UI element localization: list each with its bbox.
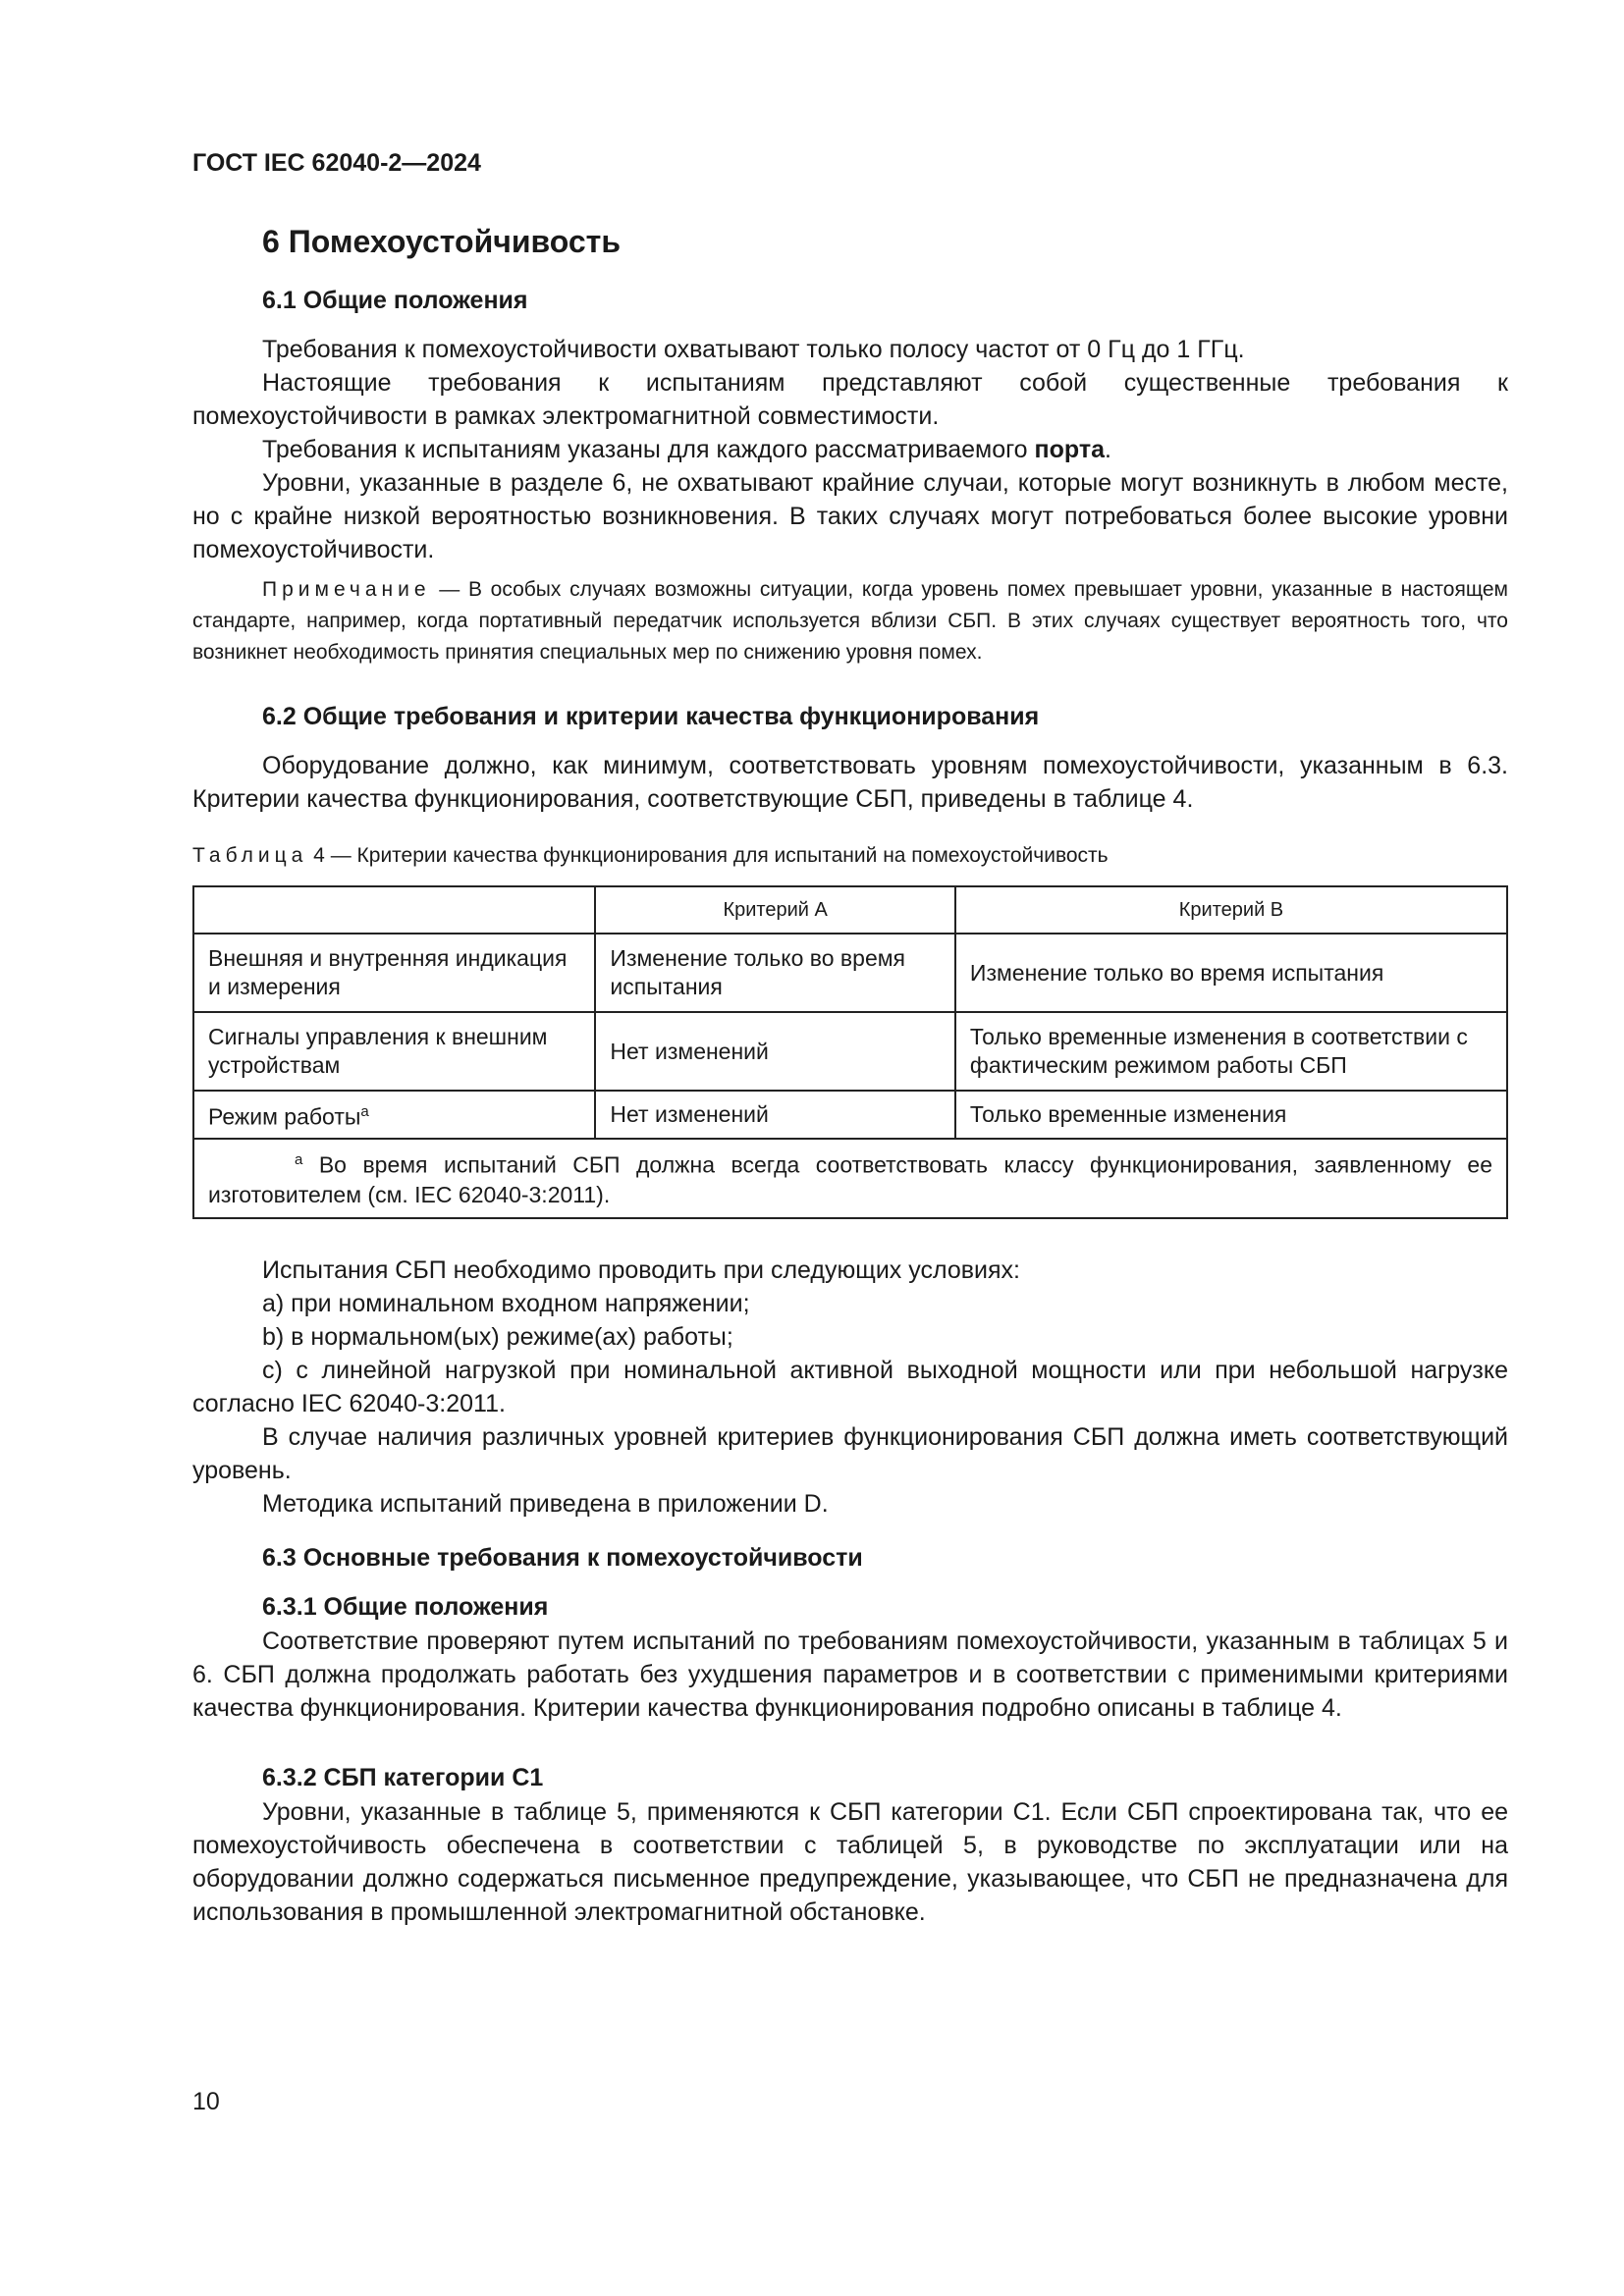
table-footnote — [193, 1139, 1507, 1218]
list-item: а) при номинальном входном напряжении; — [262, 1290, 750, 1317]
subsection-6-1-body — [192, 333, 1508, 566]
table-row — [193, 934, 1507, 1012]
cell-text: Режим работы — [208, 1103, 361, 1130]
paragraph: Требования к помехоустойчивости охватывают только полосу частот от 0 Гц до 1 ГГц. — [262, 336, 1245, 363]
criteria-table — [192, 885, 1508, 1219]
note-text: — В особых случаях возможны ситуации, когда уровень помех превышает уровни, указанные в настоящем стандарте, например, когда портативный передатчик используется вблизи СБП. В этих случаях существует вероятность того, что возникнет необходимость принятия специальных мер по снижению уровня помех. — [192, 578, 1508, 664]
table-row — [193, 1091, 1507, 1139]
header-cell — [193, 886, 595, 934]
paragraph: Методика испытаний приведена в приложении D. — [262, 1490, 829, 1518]
table-footnote-row — [193, 1139, 1507, 1218]
header-cell: Критерий А — [595, 886, 954, 934]
subsection-6-1-title: 6.1 Общие положения — [262, 287, 528, 314]
table-cell: Сигналы управления к внешним устройствам — [193, 1012, 595, 1091]
paragraph: Оборудование должно, как минимум, соответствовать уровням помехоустойчивости, указанным в 6.3. Критерии качества функционирования, соответствующие СБП, приведены в таблице 4. — [192, 752, 1508, 813]
subsection-6-2-body — [192, 749, 1508, 816]
caption-label: Таблица — [192, 844, 308, 867]
text: Требования к испытаниям указаны для каждого рассматриваемого — [262, 436, 1035, 463]
table-cell: Изменение только во время испытания — [955, 934, 1507, 1012]
table-header-row — [193, 886, 1507, 934]
table-cell: Нет изменений — [595, 1091, 954, 1139]
list-item: с) с линейной нагрузкой при номинальной активной выходной мощности или при небольшой нагрузке согласно IEC 62040-3:2011. — [192, 1357, 1508, 1417]
footnote-marker: а — [295, 1151, 303, 1168]
paragraph: Уровни, указанные в таблице 5, применяются к СБП категории С1. Если СБП спроектирована так, что ее помехоустойчивость обеспечена в соответствии с таблицей 5, в руководстве по эксплуатации или на оборудовании должно содержаться письменное предупреждение, указывающее, что СБП не предназначена для использования в промышленной электромагнитной обстановке. — [192, 1798, 1508, 1926]
subsection-6-3-1-body — [192, 1625, 1508, 1725]
document-code-header: ГОСТ IEC 62040-2—2024 — [192, 149, 481, 177]
note-label: Примечание — [262, 578, 431, 601]
table-cell: Изменение только во время испытания — [595, 934, 954, 1012]
table-row — [193, 1012, 1507, 1091]
note — [192, 574, 1508, 668]
bold-term: порта — [1034, 436, 1105, 463]
caption-text: 4 — Критерии качества функционирования для испытаний на помехоустойчивость — [307, 844, 1109, 867]
section-title: 6 Помехоустойчивость — [262, 224, 622, 259]
table-cell — [193, 1091, 595, 1139]
subsection-6-3-title: 6.3 Основные требования к помехоустойчивости — [262, 1544, 863, 1572]
test-conditions — [192, 1254, 1508, 1521]
table-cell: Внешняя и внутренняя индикация и измерения — [193, 934, 595, 1012]
table-cell: Только временные изменения в соответствии с фактическим режимом работы СБП — [955, 1012, 1507, 1091]
list-item: b) в нормальном(ых) режиме(ах) работы; — [262, 1323, 733, 1351]
subsection-6-3-2-title: 6.3.2 СБП категории С1 — [262, 1764, 544, 1791]
subsection-6-3-1-title: 6.3.1 Общие положения — [262, 1593, 549, 1621]
paragraph: Настоящие требования к испытаниям представляют собой существенные требования к помехоустойчивости в рамках электромагнитной совместимости. — [192, 369, 1508, 430]
paragraph: В случае наличия различных уровней критериев функционирования СБП должна иметь соответствующий уровень. — [192, 1423, 1508, 1484]
subsection-6-3-2-body — [192, 1795, 1508, 1929]
page-number: 10 — [192, 2088, 220, 2115]
table-caption — [192, 844, 1109, 868]
footnote-marker: а — [360, 1103, 369, 1121]
footnote-text: Во время испытаний СБП должна всегда соответствовать классу функционирования, заявленному ее изготовителем (см. IEC 62040-3:2011). — [208, 1151, 1492, 1207]
paragraph — [192, 433, 1508, 466]
table-cell: Нет изменений — [595, 1012, 954, 1091]
header-cell: Критерий В — [955, 886, 1507, 934]
table-cell: Только временные изменения — [955, 1091, 1507, 1139]
subsection-6-2-title: 6.2 Общие требования и критерии качества функционирования — [262, 703, 1040, 730]
paragraph: Соответствие проверяют путем испытаний по требованиям помехоустойчивости, указанным в таблицах 5 и 6. СБП должна продолжать работать без ухудшения параметров и в соответствии с применимыми критериями качества функционирования. Критерии качества функционирования подробно описаны в таблице 4. — [192, 1628, 1508, 1722]
paragraph: Уровни, указанные в разделе 6, не охватывают крайние случаи, которые могут возникнуть в любом месте, но с крайне низкой вероятностью возникновения. В таких случаях могут потребоваться более высокие уровни помехоустойчивости. — [192, 469, 1508, 563]
paragraph: Испытания СБП необходимо проводить при следующих условиях: — [262, 1256, 1020, 1284]
text: . — [1104, 436, 1111, 463]
